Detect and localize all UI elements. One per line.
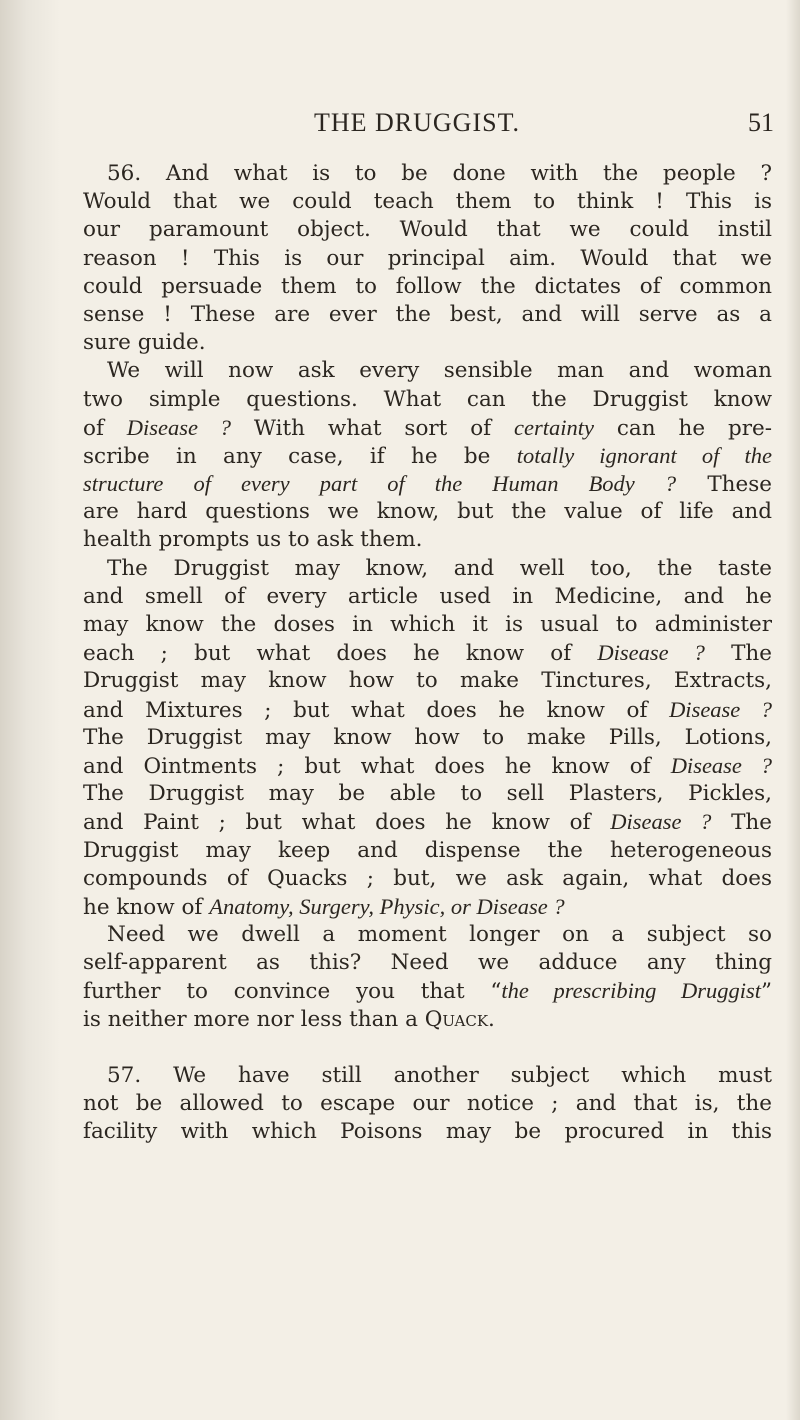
text-line: The Druggist may be able to sell Plasters, Pickles,	[83, 781, 772, 807]
text-line: could persuade them to follow the dictates of common	[83, 273, 772, 299]
text-line: and Paint ; but what does he know of Disease ? The	[83, 809, 772, 836]
body-text	[83, 160, 772, 1146]
text-line: are hard questions we know, but the value of life and	[83, 499, 772, 525]
text-line: 56. And what is to be done with the people ?	[107, 161, 772, 186]
paragraph-gap	[83, 1034, 772, 1062]
text-line: The Druggist may know how to make Pills, Lotions,	[83, 724, 772, 750]
page-gutter-shadow	[0, 0, 60, 1420]
text-line: We will now ask every sensible man and woman	[107, 358, 772, 384]
text-line: facility with which Poisons may be procured in this	[83, 1119, 772, 1145]
text-line: and Mixtures ; but what does he know of Disease ?	[83, 696, 772, 723]
text-line: is neither more nor less than a Quack.	[83, 1006, 495, 1032]
page-edge-shadow	[786, 0, 800, 1420]
text-line: he know of Anatomy, Surgery, Physic, or Disease ?	[83, 893, 565, 920]
text-line: compounds of Quacks ; but, we ask again, what does	[83, 865, 772, 891]
text-line: two simple questions. What can the Druggist know	[83, 386, 772, 412]
text-line: each ; but what does he know of Disease ? The	[83, 640, 772, 667]
text-line: may know the doses in which it is usual to administer	[83, 612, 772, 637]
page-title: THE DRUGGIST.	[313, 108, 521, 137]
text-line: The Druggist may know, and well too, the taste	[107, 555, 772, 581]
text-line: scribe in any case, if he be totally ignorant of the	[83, 442, 772, 469]
text-line: sure guide.	[83, 330, 206, 356]
text-line: health prompts us to ask them.	[83, 527, 423, 553]
text-line: Need we dwell a moment longer on a subject so	[107, 922, 772, 948]
text-line: our paramount object. Would that we could instil	[83, 217, 772, 243]
page-number: 51	[748, 108, 774, 137]
text-line: Druggist may keep and dispense the heterogeneous	[83, 837, 772, 863]
text-line: structure of every part of the Human Body ? These	[83, 471, 772, 498]
text-line: not be allowed to escape our notice ; and that is, the	[83, 1091, 772, 1116]
text-line: of Disease ? With what sort of certainty can he pre-	[83, 414, 772, 441]
text-line: self-apparent as this? Need we adduce any thing	[83, 950, 772, 976]
text-line: Druggist may know how to make Tinctures, Extracts,	[83, 668, 772, 694]
text-line: and smell of every article used in Medicine, and he	[83, 583, 772, 609]
running-head	[60, 108, 774, 148]
text-line: and Ointments ; but what does he know of Disease ?	[83, 752, 772, 779]
text-line: Would that we could teach them to think ! This is	[83, 189, 772, 215]
text-line: 57. We have still another subject which must	[107, 1062, 772, 1088]
text-line: reason ! This is our principal aim. Would that we	[83, 245, 772, 271]
text-line: sense ! These are ever the best, and will serve as a	[83, 301, 772, 327]
text-line: further to convince you that “the prescribing Druggist”	[83, 978, 772, 1005]
